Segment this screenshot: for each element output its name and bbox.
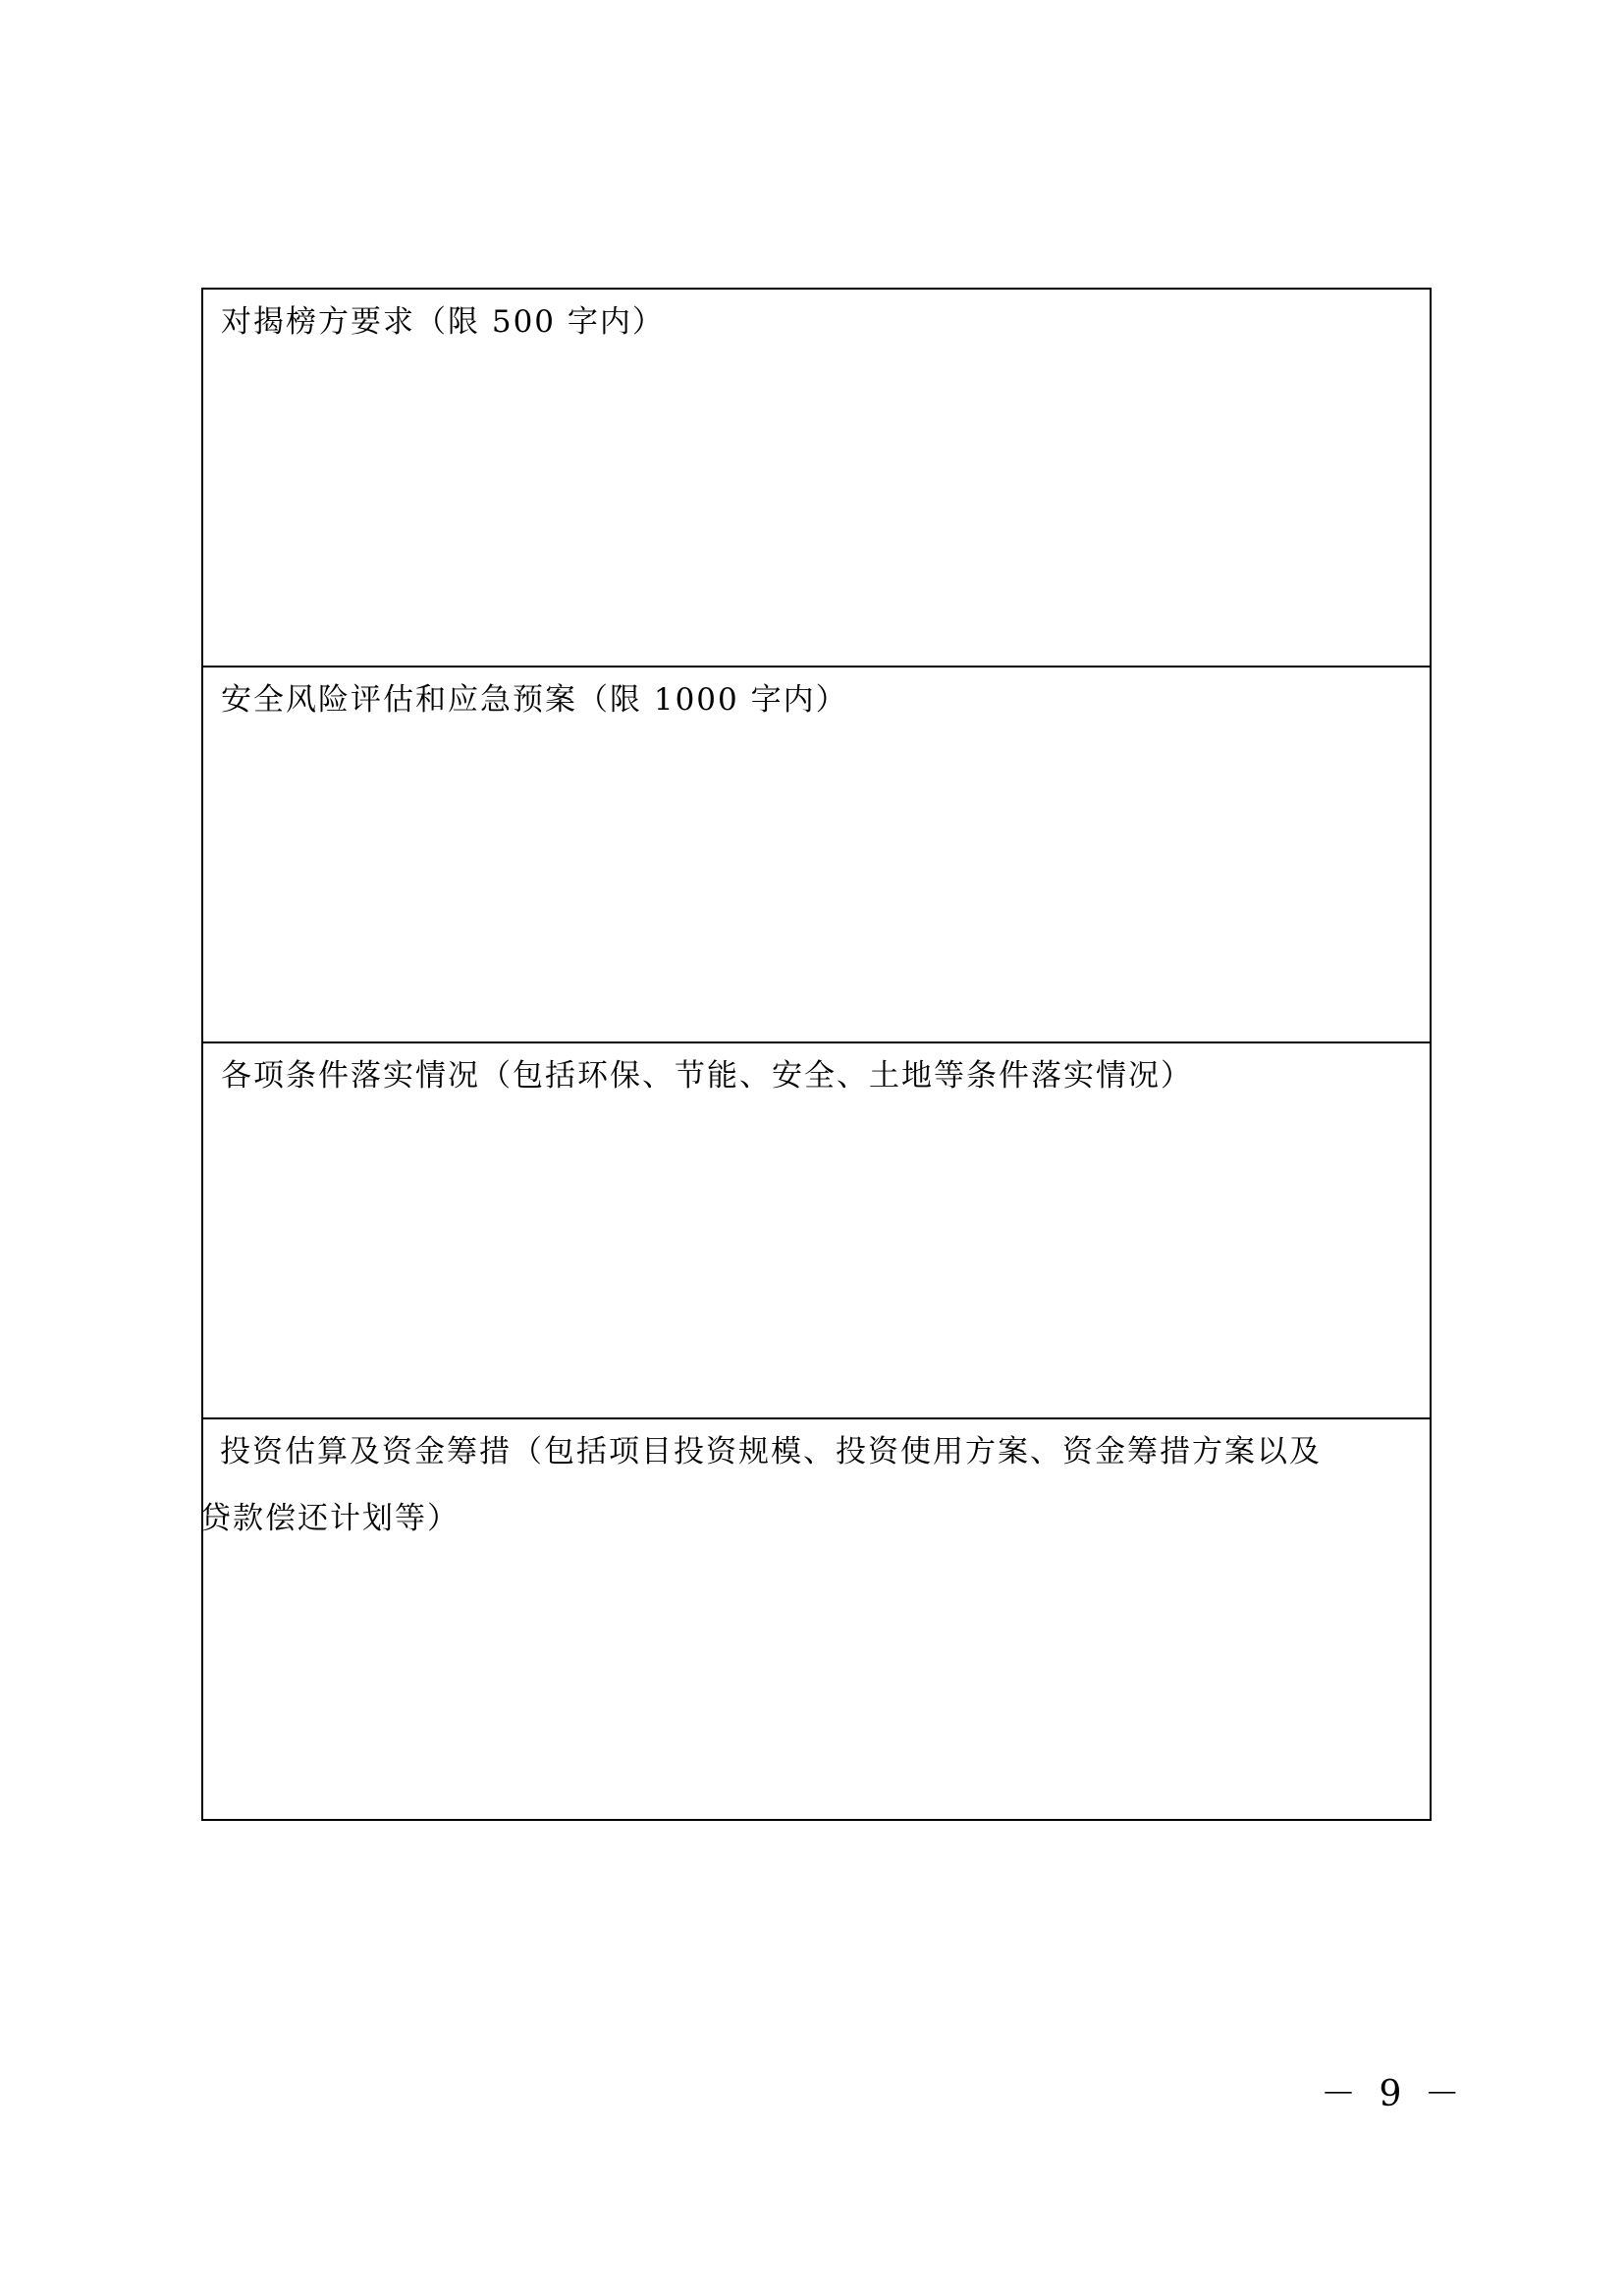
row-label-risk-assessment: 安全风险评估和应急预案（限 1000 字内） bbox=[221, 682, 848, 718]
form-row-risk-assessment bbox=[203, 666, 1430, 1041]
form-row-conditions bbox=[203, 1041, 1430, 1417]
form-table bbox=[201, 288, 1432, 1821]
row-label-investment: 投资估算及资金筹措（包括项目投资规模、投资使用方案、资金筹措方案以及 bbox=[220, 1434, 1322, 1469]
form-row-investment bbox=[200, 1417, 1430, 1819]
form-row-requirements bbox=[203, 290, 1430, 666]
page-number: － 9 － bbox=[1321, 2074, 1466, 2114]
row-label-investment-continued: 贷款偿还计划等） bbox=[200, 1501, 460, 1536]
row-label-conditions: 各项条件落实情况（包括环保、节能、安全、土地等条件落实情况） bbox=[221, 1058, 1193, 1094]
row-label-requirements: 对揭榜方要求（限 500 字内） bbox=[221, 304, 665, 340]
